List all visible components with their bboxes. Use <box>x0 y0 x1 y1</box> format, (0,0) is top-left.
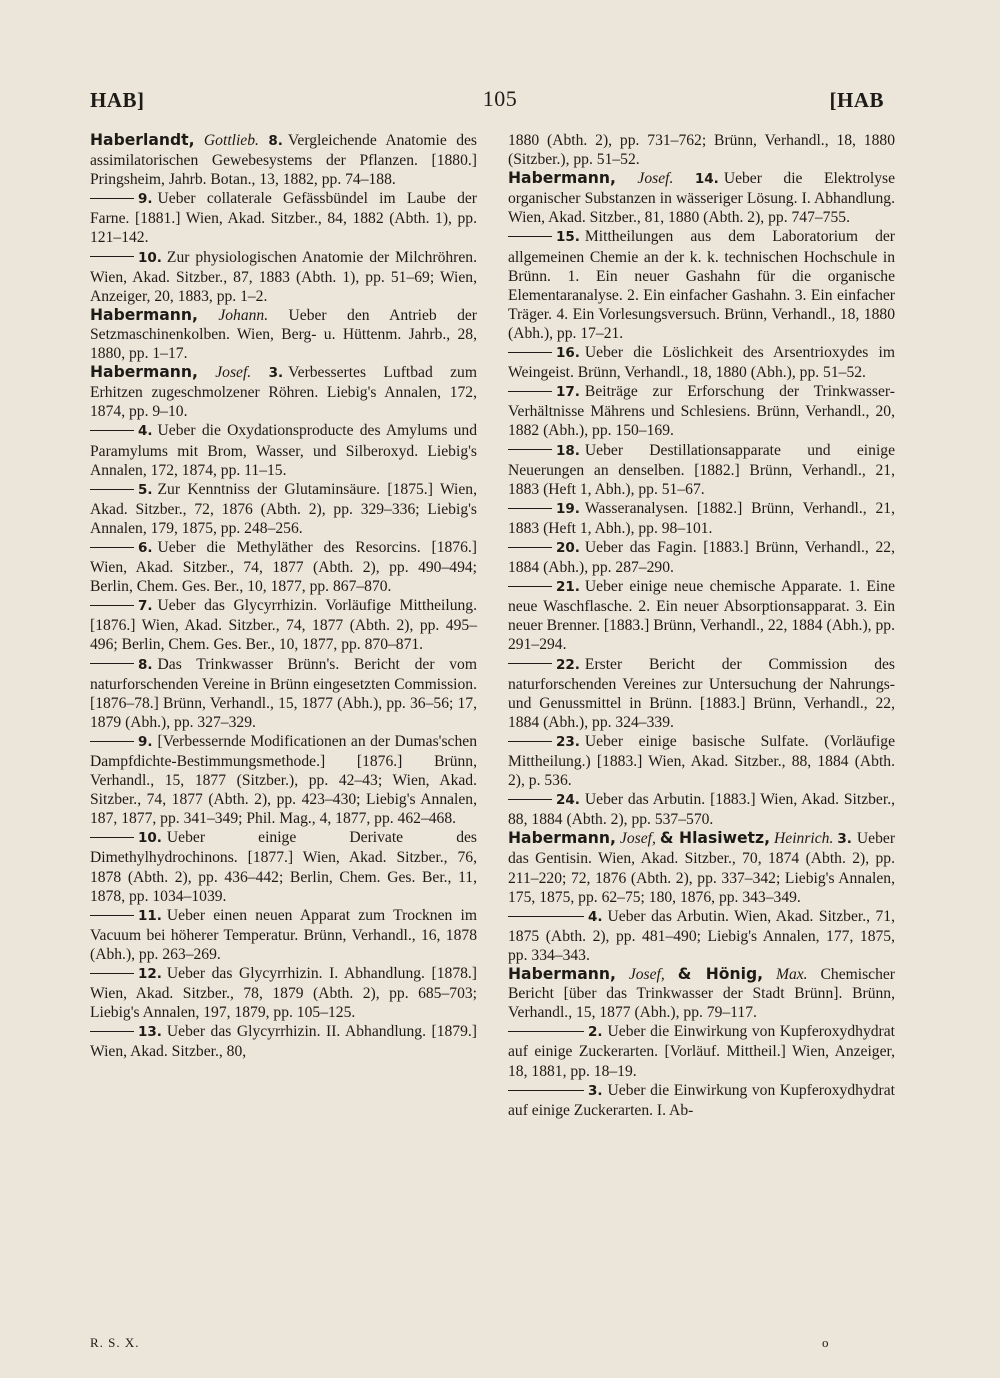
ditto-dash <box>508 547 552 548</box>
ditto-dash <box>90 605 134 606</box>
entry-text: [Verbessernde Modificationen an der Dumas'schen Dampfdichte-Bestimmungsmethode.] [1876.] Brünn, Verhandl., 15, 1877 (Sitzber.), pp. 42–43; Wien, Akad. Sitzber., 74, 1877 (Abth. 2), pp. 423–430; Liebig's Annalen, 187, 1877, pp. 341–349; Phil. Mag., 4, 1877, pp. 462–468. <box>90 732 477 828</box>
ditto-dash <box>508 1090 584 1091</box>
entry-text: Ueber das Arbutin. Wien, Akad. Sitzber., 71, 1875 (Abth. 2), pp. 481–490; Liebig's Annalen, 177, 1875, pp. 334–343. <box>508 907 895 964</box>
entry-text: Erster Bericht der Commission des naturforschenden Vereines zur Untersuchung der Nahrungs- und Genussmittel in Brünn. [1883.] Brünn, Verhandl., 22, 1884 (Abh.), pp. 324–339. <box>508 655 895 731</box>
page-number: 105 <box>482 86 518 111</box>
running-head-left: HAB] <box>90 88 145 112</box>
entry-number: 3. <box>268 365 284 382</box>
entry-number: 5. <box>138 481 153 498</box>
left-column <box>90 131 477 1062</box>
entry-number: 24. <box>556 792 580 809</box>
coauthor-given-name: Heinrich. <box>774 830 834 848</box>
bibliography-entry <box>90 828 477 905</box>
entry-text: Ueber einige Derivate des Dimethylhydrochinons. [1877.] Wien, Akad. Sitzber., 76, 1878 (Abth. 2), pp. 436–442; Berlin, Chem. Ges. Ber., 11, 1878, pp. 1034–1039. <box>90 829 477 905</box>
bibliography-entry <box>508 382 895 440</box>
ditto-dash <box>508 586 552 587</box>
footer-mark: o <box>822 1335 830 1350</box>
entry-text: 1880 (Abth. 2), pp. 731–762; Brünn, Verhandl., 18, 1880 (Sitzber.), pp. 51–52. <box>508 132 895 169</box>
bibliography-entry <box>508 1022 895 1080</box>
ditto-dash <box>90 1031 134 1032</box>
entry-number: 20. <box>556 539 580 556</box>
running-head-right: [HAB <box>829 88 884 112</box>
bibliography-entry <box>90 363 477 421</box>
bibliography-entry <box>90 596 477 654</box>
bibliography-entry <box>90 1022 477 1061</box>
entry-number: 12. <box>138 966 162 983</box>
author-given-name: Josef. <box>637 170 674 188</box>
entry-number: 8. <box>268 133 283 149</box>
entry-number: 3. <box>588 1082 603 1099</box>
entry-text: Beiträge zur Erforschung der Trinkwasser-Verhältnisse Mährens und Schlesiens. Brünn, Verhandl., 20, 1882 (Abh.), pp. 150–169. <box>508 383 895 440</box>
bibliography-entry <box>508 343 895 382</box>
entry-number: 10. <box>138 249 162 266</box>
entry-number: 22. <box>556 656 580 673</box>
bibliography-entry <box>508 227 895 343</box>
right-column <box>508 131 895 1120</box>
author-given-name: Josef. <box>215 364 252 382</box>
author-surname: Habermann, <box>90 305 198 324</box>
entry-text: Wasseranalysen. [1882.] Brünn, Verhandl., 21, 1883 (Heft 1, Abh.), pp. 98–101. <box>508 499 895 537</box>
entry-number: 17. <box>556 384 580 401</box>
bibliography-entry <box>508 499 895 538</box>
entry-number: 15. <box>556 229 580 246</box>
entry-number: 23. <box>556 733 580 750</box>
ditto-dash <box>508 1031 584 1032</box>
coauthor-surname: & Hönig, <box>677 965 764 984</box>
entry-text: Mittheilungen aus dem Laboratorium der allgemeinen Chemie an der k. k. technischen Hochschule in Brünn. 1. Ein neuer Gashahn für die organische Elementaranalyse. 2. Ein einfacher Gashahn. 3. Ein einfacher Träger. 4. Ein Vorlesungsversuch. Brünn, Verhandl., 18, 1880 (Abh.), pp. 17–21. <box>508 228 895 342</box>
entry-text: Ueber einige neue chemische Apparate. 1. Eine neue Waschflasche. 2. Ein neuer Absorptionsapparat. 3. Ein neuer Brenner. [1883.] Brünn, Verhandl., 22, 1884 (Abh.), pp. 291–294. <box>508 578 895 654</box>
entry-text: Ueber den Antrieb der Setzmaschinenkolben. Wien, Berg- u. Hüttenm. Jahrb., 28, 1880, pp. 1–17. <box>90 306 478 363</box>
bibliography-entry <box>508 441 895 499</box>
entry-text: Ueber das Glycyrrhizin. II. Abhandlung. [1879.] Wien, Akad. Sitzber., 80, <box>90 1023 477 1061</box>
entry-text: Zur Kenntniss der Glutaminsäure. [1875.] Wien, Akad. Sitzber., 72, 1876 (Abth. 2), pp. 329–336; Liebig's Annalen, 179, 1875, pp. 248–256. <box>90 480 477 537</box>
ditto-dash <box>508 663 552 664</box>
entry-text: Ueber einen neuen Apparat zum Trocknen im Vacuum bei höherer Temperatur. Brünn, Verhandl., 16, 1878 (Abh.), pp. 263–269. <box>90 906 477 963</box>
entry-text: Das Trinkwasser Brünn's. Bericht der vom naturforschenden Vereine in Brünn eingesetzten Commission. [1876–78.] Brünn, Verhandl., 15, 1877 (Abh.), pp. 36–56; 17, 1879 (Abh.), pp. 327–329. <box>90 655 477 731</box>
ditto-dash <box>90 837 134 838</box>
signature-mark: R. S. X. <box>90 1335 140 1350</box>
author-surname: Haberlandt, <box>90 131 195 149</box>
ditto-dash <box>90 430 134 431</box>
ditto-dash <box>508 741 552 742</box>
entry-text: Ueber Destillationsapparate und einige Neuerungen an denselben. [1882.] Brünn, Verhandl., 21, 1883 (Heft 1, Abh.), pp. 51–67. <box>508 441 895 498</box>
entry-text: Verbessertes Luftbad zum Erhitzen zugeschmolzener Röhren. Liebig's Annalen, 172, 1874, pp. 9–10. <box>90 364 477 421</box>
entry-number: 21. <box>556 579 580 596</box>
entry-number: 4. <box>138 423 153 440</box>
coauthor-surname: & Hlasiwetz, <box>659 829 771 848</box>
entry-number: 19. <box>556 500 580 517</box>
ditto-dash <box>508 508 552 509</box>
bibliography-entry <box>90 538 477 596</box>
entry-number: 9. <box>138 191 153 208</box>
coauthor-given-name: Max. <box>775 966 808 984</box>
ditto-dash <box>90 741 134 742</box>
bibliography-entry <box>90 964 477 1022</box>
ditto-dash <box>90 973 134 974</box>
entry-number: 6. <box>138 539 153 556</box>
entry-number: 11. <box>138 907 162 924</box>
ditto-dash <box>508 449 552 450</box>
ditto-dash <box>90 198 134 199</box>
author-given-name: Josef, <box>628 966 665 984</box>
entry-number: 4. <box>588 908 603 925</box>
entry-text: Ueber die Löslichkeit des Arsentrioxydes im Weingeist. Brünn, Verhandl., 18, 1880 (Abh.), pp. 51–52. <box>508 344 895 382</box>
entry-text: Ueber das Glycyrrhizin. Vorläufige Mittheilung. [1876.] Wien, Akad. Sitzber., 74, 1877 (Abth. 2), pp. 495–496; Berlin, Chem. Ges. Ber., 10, 1877, pp. 870–871. <box>90 597 477 654</box>
entry-number: 9. <box>138 733 153 750</box>
entry-number: 7. <box>138 598 153 615</box>
bibliography-entry <box>508 907 895 965</box>
bibliography-entry <box>508 965 895 1022</box>
entry-text: Ueber die Einwirkung von Kupferoxydhydrat auf einige Zuckerarten. I. Ab- <box>508 1081 895 1119</box>
bibliography-entry <box>90 248 477 306</box>
entry-text: Ueber die Methyläther des Resorcins. [1876.] Wien, Akad. Sitzber., 74, 1877 (Abth. 2), pp. 490–494; Berlin, Chem. Ges. Ber., 10, 1877, pp. 867–870. <box>90 538 477 596</box>
entry-text: Ueber das Glycyrrhizin. I. Abhandlung. [1878.] Wien, Akad. Sitzber., 78, 1879 (Abth. 2), pp. 685–703; Liebig's Annalen, 197, 1879, pp. 105–125. <box>90 965 477 1022</box>
entry-text: Ueber die Oxydationsproducte des Amylums und Paramylums mit Brom, Wasser, und Silberoxyd. Liebig's Annalen, 172, 1874, pp. 11–15. <box>90 422 477 479</box>
bibliography-entry <box>508 790 895 829</box>
entry-number: 3. <box>837 831 852 848</box>
entry-number: 10. <box>138 830 162 847</box>
entry-number: 14. <box>694 171 719 188</box>
bibliography-entry <box>508 131 895 169</box>
entry-text: Ueber das Fagin. [1883.] Brünn, Verhandl., 22, 1884 (Abh.), pp. 287–290. <box>508 538 895 577</box>
ditto-dash <box>508 916 584 917</box>
bibliography-entry <box>90 189 477 247</box>
ditto-dash <box>90 547 134 548</box>
ditto-dash <box>90 256 134 257</box>
bibliography-entry <box>508 732 895 790</box>
bibliography-entry <box>508 577 895 654</box>
ditto-dash <box>508 799 552 800</box>
bibliography-entry <box>508 538 895 577</box>
ditto-dash <box>508 236 552 237</box>
bibliography-entry <box>90 655 477 732</box>
entry-number: 8. <box>138 656 153 673</box>
bibliography-entry <box>508 169 895 227</box>
entry-text: Ueber die Elektrolyse organischer Substanzen in wässeriger Lösung. I. Abhandlung. Wien, Akad. Sitzber., 81, 1880 (Abth. 2), pp. 747–755. <box>508 170 895 227</box>
ditto-dash <box>508 391 552 392</box>
author-given-name: Josef, <box>619 830 656 848</box>
author-surname: Habermann, <box>90 363 198 382</box>
entry-text: Vergleichende Anatomie des assimilatorischen Gewebesystems der Pflanzen. [1880.] Pringsheim, Jahrb. Botan., 13, 1882, pp. 74–188. <box>90 132 477 189</box>
author-surname: Habermann, <box>508 965 616 984</box>
ditto-dash <box>508 352 552 353</box>
entry-text: Ueber collaterale Gefässbündel im Laube der Farne. [1881.] Wien, Akad. Sitzber., 84, 1882 (Abth. 1), pp. 121–142. <box>90 190 477 247</box>
bibliography-entry <box>90 906 477 964</box>
bibliography-entry <box>90 480 477 538</box>
ditto-dash <box>90 915 134 916</box>
entry-text: Ueber die Einwirkung von Kupferoxydhydrat auf einige Zuckerarten. [Vorläuf. Mittheil.] Wien, Anzeiger, 18, 1881, pp. 18–19. <box>508 1023 895 1080</box>
entry-text: Ueber das Gentisin. Wien, Akad. Sitzber., 70, 1874 (Abth. 2), pp. 211–220; 72, 1876 (Abth. 2), pp. 337–342; Liebig's Annalen, 175, 1875, pp. 62–75; 180, 1876, pp. 343–349. <box>508 830 896 906</box>
ditto-dash <box>90 489 134 490</box>
bibliography-entry <box>508 655 895 732</box>
bibliography-entry <box>90 131 477 189</box>
bibliography-entry <box>90 306 477 363</box>
author-surname: Habermann, <box>508 169 616 188</box>
bibliography-entry <box>90 421 477 479</box>
entry-number: 13. <box>138 1024 162 1041</box>
author-given-name: Johann. <box>218 306 269 324</box>
entry-text: Zur physiologischen Anatomie der Milchröhren. Wien, Akad. Sitzber., 87, 1883 (Abth. 1), pp. 51–69; Wien, Anzeiger, 20, 1883, pp. 1–2. <box>90 248 477 305</box>
entry-text: Ueber das Arbutin. [1883.] Wien, Akad. Sitzber., 88, 1884 (Abth. 2), pp. 537–570. <box>508 791 895 829</box>
entry-text: Ueber einige basische Sulfate. (Vorläufige Mittheilung.) [1883.] Wien, Akad. Sitzber., 88, 1884 (Abth. 2), p. 536. <box>508 732 895 790</box>
entry-number: 18. <box>556 442 580 459</box>
bibliography-entry <box>508 829 895 906</box>
entry-number: 16. <box>556 345 580 362</box>
entry-text: Chemischer Bericht [über das Trinkwasser der Stadt Brünn]. Brünn, Verhandl., 15, 1877 (Abh.), pp. 79–117. <box>508 966 895 1022</box>
author-given-name: Gottlieb. <box>203 132 259 149</box>
bibliography-entry <box>90 732 477 828</box>
ditto-dash <box>90 663 134 664</box>
bibliography-entry <box>508 1081 895 1120</box>
author-surname: Habermann, <box>508 829 616 848</box>
entry-number: 2. <box>588 1024 603 1041</box>
